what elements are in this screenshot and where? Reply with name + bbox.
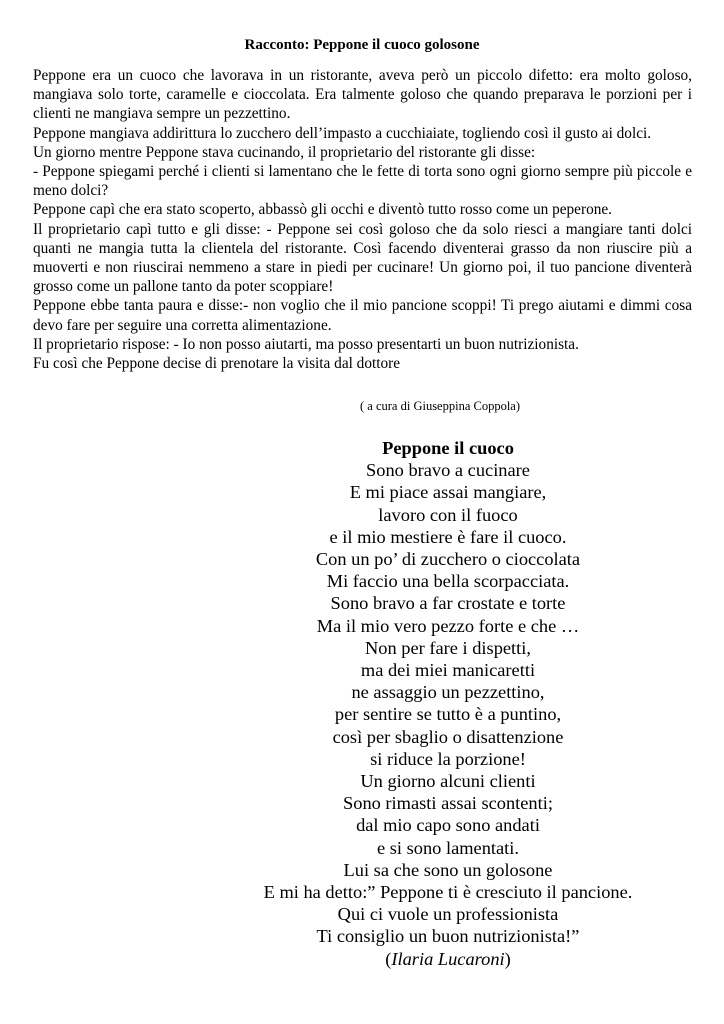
poem-line: e si sono lamentati. — [377, 837, 519, 858]
story-paragraph: Peppone mangiava addirittura lo zucchero dell’impasto a cucchiaiate, togliendo così il gusto ai dolci. — [33, 124, 652, 142]
poem-line: ne assaggio un pezzettino, — [351, 682, 545, 703]
poem-author-line: (Ilaria Lucaroni) — [385, 948, 511, 969]
poem-line: Ti consiglio un buon nutrizionista!” — [316, 926, 580, 947]
story-paragraph: Fu così che Peppone decise di prenotare la visita dal dottore — [33, 355, 401, 373]
poem — [213, 437, 683, 970]
poem-line: dal mio capo sono andati — [356, 815, 540, 836]
story-paragraph: Il proprietario capì tutto e gli disse: - Peppone sei così goloso che da solo riesci a mangiare tanti dolci quanti ne mangia tutta la clientela del ristorante. Così facendo diventerai grasso da non riuscire più a muoverti e non riuscirai nemmeno a stare in piedi per cucinare! Un giorno poi, il tuo pancione diventerà grosso come un pallone tanto da poter scoppiare! — [33, 220, 692, 296]
poem-title: Peppone il cuoco — [382, 438, 514, 458]
poem-line: Non per fare i dispetti, — [365, 637, 531, 658]
story-body — [33, 66, 692, 373]
poem-line: Sono bravo a far crostate e torte — [330, 593, 566, 614]
poem-line: Qui ci vuole un professionista — [337, 904, 559, 925]
poem-line: Un giorno alcuni clienti — [360, 771, 536, 792]
story-credit: ( a cura di Giuseppina Coppola) — [360, 399, 521, 413]
poem-line: Lui sa che sono un golosone — [343, 859, 553, 880]
poem-line: Con un po’ di zucchero o cioccolata — [315, 549, 581, 570]
poem-line: ma dei miei manicaretti — [360, 660, 536, 681]
story-title: Racconto: Peppone il cuoco golosone — [244, 37, 480, 53]
poem-line: si riduce la porzione! — [370, 748, 526, 769]
poem-line: Ma il mio vero pezzo forte e che … — [316, 615, 580, 636]
poem-line: Sono rimasti assai scontenti; — [343, 793, 553, 814]
story-paragraph: Peppone era un cuoco che lavorava in un ristorante, aveva però un piccolo difetto: era molto goloso, mangiava solo torte, caramelle e cioccolata. Era talmente goloso che quando preparava le porzioni per i clienti ne mangiava sempre un pezzettino. — [33, 67, 692, 123]
poem-line: Sono bravo a cucinare — [366, 460, 530, 481]
story-paragraph: Peppone ebbe tanta paura e disse:- non voglio che il mio pancione scoppi! Ti prego aiutami e dimmi cosa devo fare per seguire una corretta alimentazione. — [33, 297, 692, 334]
poem-line: così per sbaglio o disattenzione — [332, 726, 564, 747]
poem-author: Ilaria Lucaroni — [391, 948, 505, 969]
story-paragraph: Peppone capì che era stato scoperto, abbassò gli occhi e diventò tutto rosso come un peperone. — [33, 201, 612, 219]
poem-line: per sentire se tutto è a puntino, — [334, 704, 562, 725]
story-paragraph: Il proprietario rispose: - Io non posso aiutarti, ma posso presentarti un buon nutrizionista. — [33, 335, 579, 353]
poem-line: lavoro con il fuoco — [378, 504, 518, 525]
story-paragraph: - Peppone spiegami perché i clienti si lamentano che le fette di torta sono ogni giorno sempre più piccole e meno dolci? — [33, 163, 692, 200]
poem-line: e il mio mestiere è fare il cuoco. — [329, 526, 567, 547]
poem-line: E mi ha detto:” Peppone ti è cresciuto il pancione. — [263, 882, 633, 903]
poem-line: Mi faccio una bella scorpacciata. — [326, 571, 570, 592]
story-paragraph: Un giorno mentre Peppone stava cucinando, il proprietario del ristorante gli disse: — [33, 143, 536, 161]
poem-line: E mi piace assai mangiare, — [349, 482, 547, 503]
